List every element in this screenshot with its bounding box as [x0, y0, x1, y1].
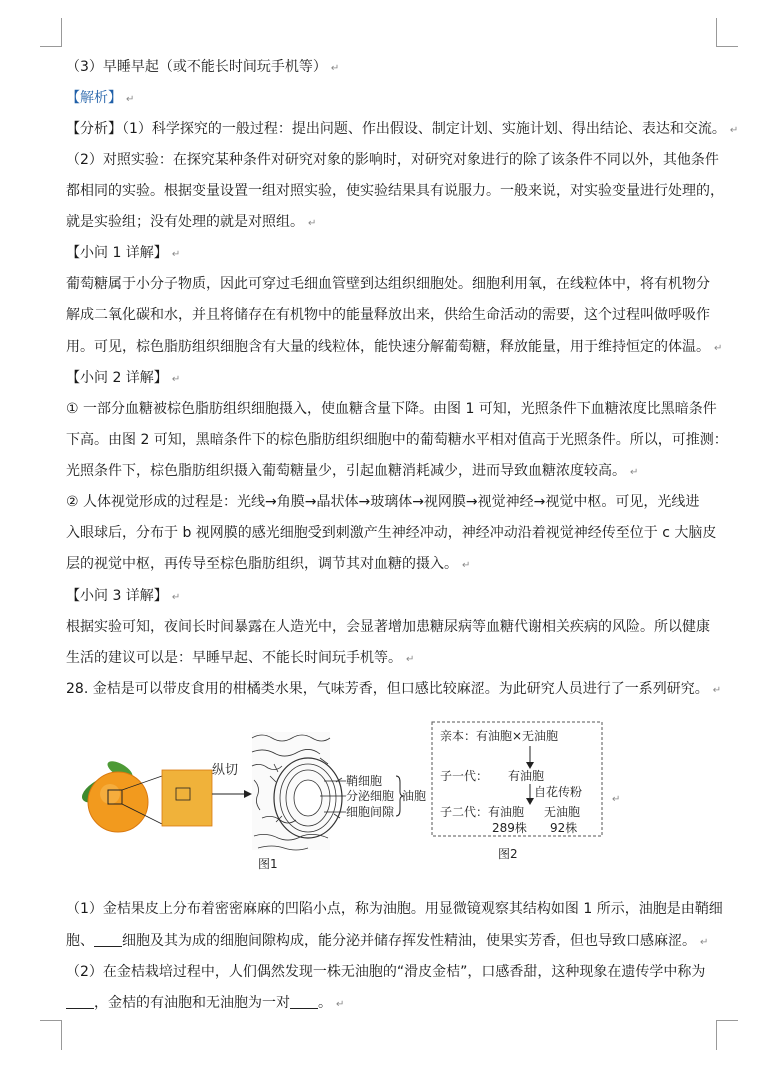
text-line: 光照条件下，棕色脂肪组织摄入葡萄糖量少，引起血糖消耗减少，进而导致血糖浓度较高。 ↵: [66, 463, 639, 479]
question-28-part-1: （1）金桔果皮上分布着密密麻麻的凹陷小点，称为油胞。用显微镜观察其结构如图 1 所示，油胞是由鞘细: [66, 901, 723, 917]
label-secretory-cell: 分泌细胞: [346, 789, 395, 803]
label-intercellular-space: 细胞间隙: [346, 805, 395, 819]
crop-mark-top-left-v: [61, 18, 62, 46]
paragraph-mark: ↵: [612, 794, 621, 805]
crop-mark-top-right-v: [716, 18, 717, 46]
text-line: 层的视觉中枢，再传导至棕色脂肪组织，调节其对血糖的摄入。 ↵: [66, 556, 471, 572]
kumquat-fruit-image: [78, 758, 148, 832]
text-line: ② 人体视觉形成的过程是：光线→角膜→晶状体→玻璃体→视网膜→视觉神经→视觉中枢。可见，光线进: [66, 494, 700, 510]
question-28-part-2: （2）在金桔栽培过程中，人们偶然发现一株无油胞的“滑皮金桔”，口感香甜，这种现象在遗传学中称为: [66, 964, 706, 980]
text-line: 下高。由图 2 可知，黑暗条件下的棕色脂肪组织细胞中的葡萄糖水平相对值高于光照条件。所以，可推测：: [66, 432, 728, 448]
f2-count-no-oil: 92株: [550, 821, 578, 835]
answer-blank[interactable]: [290, 994, 318, 1009]
f1-phenotype: 有油胞: [508, 769, 545, 783]
question-28-part-1-cont: 胞、 细胞及其为成的细胞间隙构成，能分泌并储存挥发性精油，使果实芳香，但也导致口感麻涩。 ↵: [66, 933, 709, 949]
arrow-head: [526, 762, 534, 769]
text-line: 就是实验组；没有处理的就是对照组。 ↵: [66, 214, 317, 230]
text-line: 生活的建议可以是：早睡早起、不能长时间玩手机等。 ↵: [66, 650, 415, 666]
text-line: 解成二氧化碳和水，并且将储存在有机物中的能量释放出来，供给生命活动的需要，这个过程叫做呼吸作: [66, 307, 710, 323]
figure-2: [428, 718, 628, 866]
text-line: 都相同的实验。根据变量设置一组对照实验，使实验结果具有说服力。一般来说，对实验变量进行处理的，: [66, 183, 724, 199]
text-line: （3）早睡早起（或不能长时间玩手机等） ↵: [66, 59, 340, 75]
self-pollination-label: 自花传粉: [534, 785, 583, 799]
figure-1-caption: 图1: [258, 857, 278, 871]
peel-square-image: [162, 770, 212, 826]
text-line: （2）对照实验：在探究某种条件对研究对象的影响时，对研究对象进行的除了该条件不同以外，其他条件: [66, 152, 719, 168]
label-sheath-cell: 鞘细胞: [346, 774, 383, 788]
crop-mark-top-right-h: [716, 46, 738, 47]
text-line: ① 一部分血糖被棕色脂肪组织细胞摄入，使血糖含量下降。由图 1 可知，光照条件下血糖浓度比黑暗条件: [66, 401, 717, 417]
oil-gland-section-drawing: [252, 732, 342, 850]
arrow-head: [526, 798, 534, 805]
analysis-heading: 【解析】 ↵: [66, 90, 135, 106]
crop-mark-bottom-right-h: [716, 1020, 738, 1021]
text-line: 【分析】（1）科学探究的一般过程：提出问题、作出假设、制定计划、实施计划、得出结论、表达和交流。 ↵: [66, 121, 739, 137]
text-line: 根据实验可知，夜间长时间暴露在人造光中，会显著增加患糖尿病等血糖代谢相关疾病的风险。所以健康: [66, 619, 710, 635]
cut-arrow-head: [244, 790, 252, 798]
figure-1: [62, 718, 432, 878]
text-line: 葡萄糖属于小分子物质，因此可穿过毛细血管壁到达组织细胞处。细胞利用氧，在线粒体中，将有机物分: [66, 276, 710, 292]
crop-mark-bottom-right-v: [716, 1020, 717, 1050]
figure-2-caption: 图2: [498, 847, 518, 861]
question-28-stem: 28. 金桔是可以带皮食用的柑橘类水果，气味芳香，但口感比较麻涩。为此研究人员进行了一系列研究。 ↵: [66, 681, 722, 697]
f2-label: 子二代：: [440, 805, 489, 819]
crop-mark-bottom-left-h: [40, 1020, 62, 1021]
crop-mark-top-left-h: [40, 46, 62, 47]
crop-mark-bottom-left-v: [61, 1020, 62, 1050]
parent-generation: 亲本：有油胞×无油胞: [440, 729, 559, 743]
label-oil-gland: 油胞: [402, 789, 427, 803]
sub-question-heading: 【小问 3 详解】 ↵: [66, 588, 181, 604]
sub-question-heading: 【小问 2 详解】 ↵: [66, 370, 181, 386]
answer-blank[interactable]: [66, 994, 94, 1009]
text-line: 入眼球后，分布于 b 视网膜的感光细胞受到刺激产生神经冲动，神经冲动沿着视觉神经传至位于 c 大脑皮: [66, 525, 717, 541]
sub-question-heading: 【小问 1 详解】 ↵: [66, 245, 181, 261]
question-28-part-2-cont: ，金桔的有油胞和无油胞为一对 。 ↵: [66, 993, 726, 1015]
f2-count-oil: 289株: [492, 821, 527, 835]
answer-blank[interactable]: [94, 932, 122, 947]
f2-phenotype-oil: 有油胞: [488, 805, 525, 819]
f2-phenotype-no-oil: 无油胞: [544, 805, 581, 819]
f1-label: 子一代：: [440, 769, 489, 783]
cut-label: 纵切: [212, 763, 239, 778]
text-line: 用。可见，棕色脂肪组织细胞含有大量的线粒体，能快速分解葡萄糖，释放能量，用于维持恒定的体温。 ↵: [66, 339, 723, 355]
